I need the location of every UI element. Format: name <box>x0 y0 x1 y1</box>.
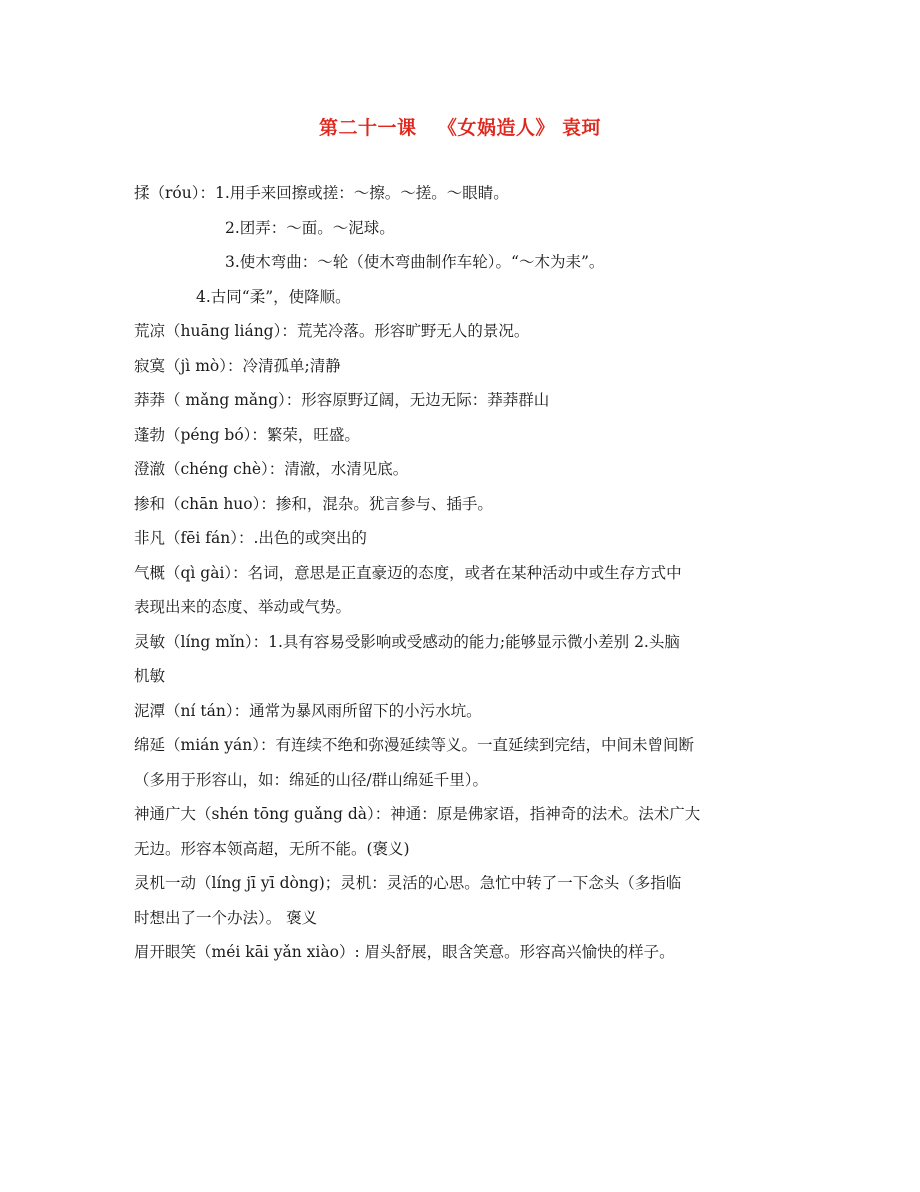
lesson-title: 第二十一课 《女娲造人》 袁珂 <box>319 117 601 139</box>
entry-rou-sense-3: 3.使木弯曲：～轮（使木弯曲制作车轮）。“～木为耒”。 <box>225 253 605 271</box>
entry-jimo: 寂寞（jì mò）：冷清孤单;清静 <box>134 356 341 375</box>
entry-qigai: 气概（qì gài）：名词，意思是正直豪迈的态度，或者在某种活动中或生存方式中 <box>134 563 682 582</box>
entry-chanhuo: 掺和（chān huo）：掺和，混杂。犹言参与、插手。 <box>134 494 493 513</box>
entry-nitan: 泥潭（ní tán）：通常为暴风雨所留下的小污水坑。 <box>134 701 482 720</box>
entry-pengbo: 蓬勃（péng bó）：繁荣，旺盛。 <box>134 425 360 444</box>
entry-qigai-cont: 表现出来的态度、举动或气势。 <box>134 598 352 616</box>
entry-shentong-cont: 无边。形容本领高超，无所不能。(褒义) <box>134 839 410 858</box>
entry-mianyan: 绵延（mián yán）：有连续不绝和弥漫延续等义。一直延续到完结，中间未曾间断 <box>134 736 695 754</box>
entry-rou-sense-2: 2.团弄：～面。～泥球。 <box>225 218 395 237</box>
entry-huangliang: 荒凉（huāng liáng）：荒芜冷落。形容旷野无人的景况。 <box>134 322 530 340</box>
entry-meikai: 眉开眼笑（méi kāi yǎn xiào）: 眉头舒展，眼含笑意。形容高兴愉快的样子。 <box>134 943 675 961</box>
entry-shentong: 神通广大（shén tōng guǎng dà）：神通：原是佛家语，指神奇的法术。法术广大 <box>134 805 701 823</box>
entry-lingmin-cont: 机敏 <box>134 667 166 685</box>
entry-rou: 揉（róu）：1.用手来回擦或搓：～擦。～搓。～眼睛。 <box>134 184 509 202</box>
entry-chengche: 澄澈（chéng chè）：清澈，水清见底。 <box>134 460 409 478</box>
entry-lingmin: 灵敏（líng mǐn）：1.具有容易受影响或受感动的能力;能够显示微小差别 2.头脑 <box>134 632 680 651</box>
entry-lingji-cont: 时想出了一个办法）。 褒义 <box>134 908 318 927</box>
entry-rou-sense-4: 4.古同“柔”，使降顺。 <box>196 287 351 306</box>
entry-lingji: 灵机一动（líng jī yī dòng)；灵机：灵活的心思。急忙中转了一下念头（多指临 <box>134 874 682 892</box>
entry-mianyan-cont: （多用于形容山，如：绵延的山径/群山绵延千里）。 <box>134 770 488 789</box>
entry-mangmang: 莽莽（ mǎng mǎng）：形容原野辽阔，无边无际：莽莽群山 <box>134 391 550 409</box>
entry-feifan: 非凡（fēi fán）：.出色的或突出的 <box>134 529 367 547</box>
vocabulary-list <box>134 176 794 970</box>
